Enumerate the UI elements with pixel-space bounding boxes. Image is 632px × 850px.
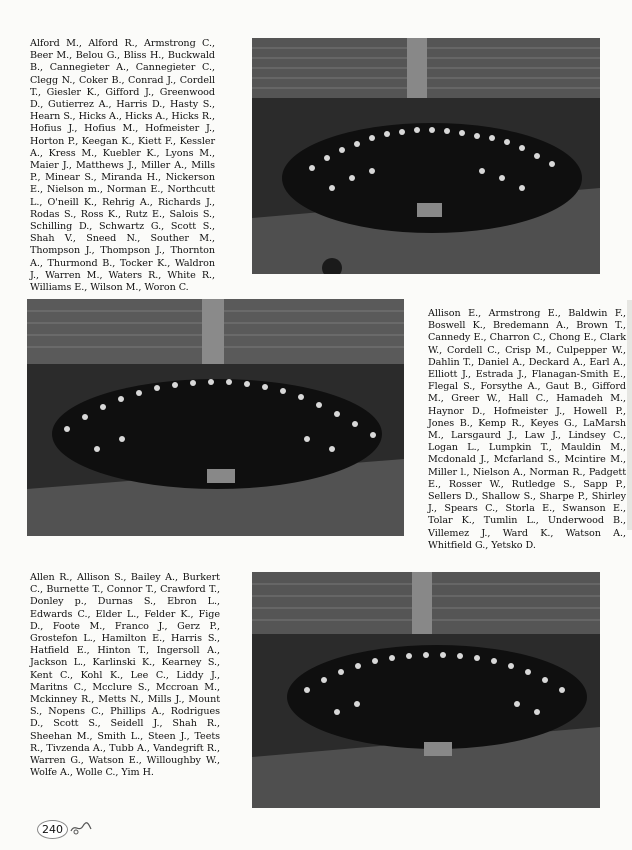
band-photo-1-image (252, 38, 600, 274)
photo1-caption: Alford M., Alford R., Armstrong C., Beer M., Belou G., Bliss H., Buckwald B., Cannegieter A., Cannegieter C., Clegg N., Coker B., Conrad J., Cordell T., Giesler K., Gifford J., Greenwood D., Gutierrez A., Harris D., Hasty S., Hearn S., Hicks A., Hicks A., Hicks R., Hofius J., Hofius M., Hofmeister J., Horton P., Keegan K., Kiett F., Kessler A., Kress M., Kuebler K., Lyons M., Maier J., Matthews J., Miller A., Mills P., Minear S., Miranda H., Nickerson E., Nielson m., Norman E., Northcutt L., O'neill K., Rehrig A., Richards J., Rodas S., Ross K., Rutz E., Salois S., Schilling D., Schwartz G., Scott S., Shah V., Sneed N., Souther M., Thompson J., Thompson J., Thornton A., Thurmond B., Tocker K., Waldron J., Warren M., Waters R., White R., Williams E., Wilson M., Woron C. (30, 38, 215, 294)
page-folio (37, 820, 92, 839)
band-photo-1 (252, 38, 600, 274)
musical-doodle-icon (70, 820, 92, 839)
band-photo-3-image (252, 572, 600, 808)
photo2-caption: Allison E., Armstrong E., Baldwin F., Boswell K., Bredemann A., Brown T., Cannedy E., Charron C., Chong E., Clark W., Cordell C., Crisp M., Culpepper W., Dahlin T., Daniel A., Deckard A., Earl A., Elliott J., Estrada J., Flanagan-Smith E., Flegal S., Forsythe A., Gaut B., Gifford M., Greer W., Hall C., Hamadeh M., Haynor D., Hofmeister J., Howell P., Jones B., Kemp R., Keyes G., LaMarsh M., Larsgaurd J., Law J., Lindsey C., Logan L., Lumpkin T., Mauldin M., Mcdonald J., Mcfarland S., Mcintire M., Miller l., Nielson A., Norman R., Padgett E., Rosser W., Rutledge S., Sapp P., Sellers D., Shallow S., Sharpe P., Shirley J., Spears C., Storla E., Swanson E., Tolar K., Tumlin L., Underwood B., Villemez J., Ward K., Watson A., Whitfield G., Yetsko D. (428, 308, 626, 551)
photo3-caption: Allen R., Allison S., Bailey A., Burkert C., Burnette T., Connor T., Crawford T., Donley p., Durnas S., Ebron L., Edwards C., Elder L., Felder K., Fige D., Foote M., Franco J., Gerz P., Grostefon L., Hamilton E., Harris S., Hatfield E., Hinton T., Ingersoll A., Jackson L., Karlinski K., Kearney S., Kent C., Kohl K., Lee C., Liddy J., Maritns C., Mcclure S., Mccroan M., Mckinney R., Metts N., Mills J., Mount S., Nopens C., Phillips A., Rodrigues D., Scott S., Seidell J., Shah R., Sheehan M., Smith L., Steen J., Teets R., Tivzenda A., Tubb A., Vandegrift R., Warren G., Watson E., Willoughby W., Wolfe A., Wolle C., Yim H. (30, 572, 220, 779)
band-photo-2 (27, 299, 404, 536)
band-photo-2-image (27, 299, 404, 536)
page-edge (627, 300, 632, 530)
band-photo-3 (252, 572, 600, 808)
page-number: 240 (37, 820, 68, 839)
